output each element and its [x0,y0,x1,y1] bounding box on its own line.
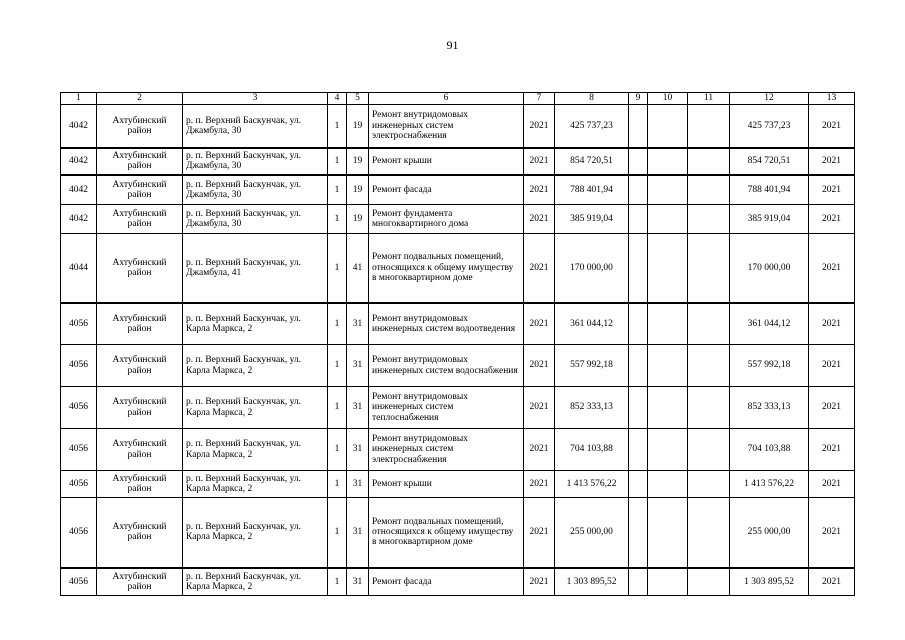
table-row [61,429,855,471]
year-cell: 2021 [524,568,555,596]
col5-cell: 31 [347,387,369,429]
cost-cell: 557 992,18 [555,345,629,387]
table-row [61,148,855,175]
year-cell: 2021 [524,105,555,148]
col9-cell [629,303,648,345]
column-number: 9 [629,93,648,105]
col11-cell [688,175,730,205]
cost-cell: 854 720,51 [555,148,629,175]
address-cell: р. п. Верхний Баскунчак, ул. Джамбула, 30 [183,175,328,205]
year-cell: 2021 [524,234,555,303]
col13-cell: 2021 [809,303,855,345]
table-row [61,387,855,429]
table-row [61,303,855,345]
col10-cell [648,205,688,234]
work-type-cell: Ремонт внутридомовых инженерных систем электроснабжения [369,105,524,148]
district-cell: Ахтубинский район [97,471,183,498]
address-cell: р. п. Верхний Баскунчак, ул. Карла Маркса, 2 [183,387,328,429]
col4-cell: 1 [328,175,347,205]
total-cell: 425 737,23 [730,105,809,148]
cost-cell: 385 919,04 [555,205,629,234]
column-number: 6 [369,93,524,105]
col4-cell: 1 [328,234,347,303]
col10-cell [648,345,688,387]
col11-cell [688,387,730,429]
district-cell: Ахтубинский район [97,345,183,387]
col13-cell: 2021 [809,345,855,387]
col4-cell: 1 [328,568,347,596]
work-type-cell: Ремонт крыши [369,471,524,498]
col13-cell: 2021 [809,234,855,303]
column-number: 3 [183,93,328,105]
col10-cell [648,105,688,148]
object-id-cell: 4042 [61,205,97,234]
col11-cell [688,105,730,148]
address-cell: р. п. Верхний Баскунчак, ул. Джамбула, 30 [183,205,328,234]
total-cell: 385 919,04 [730,205,809,234]
col11-cell [688,429,730,471]
col13-cell: 2021 [809,105,855,148]
cost-cell: 255 000,00 [555,498,629,568]
col9-cell [629,498,648,568]
cost-cell: 361 044,12 [555,303,629,345]
district-cell: Ахтубинский район [97,175,183,205]
address-cell: р. п. Верхний Баскунчак, ул. Карла Маркса, 2 [183,303,328,345]
address-cell: р. п. Верхний Баскунчак, ул. Карла Маркса, 2 [183,345,328,387]
col9-cell [629,205,648,234]
cost-cell: 704 103,88 [555,429,629,471]
column-number: 5 [347,93,369,105]
column-number: 10 [648,93,688,105]
col10-cell [648,498,688,568]
col10-cell [648,387,688,429]
col10-cell [648,568,688,596]
col10-cell [648,148,688,175]
cost-cell: 425 737,23 [555,105,629,148]
year-cell: 2021 [524,148,555,175]
col9-cell [629,175,648,205]
object-id-cell: 4042 [61,148,97,175]
address-cell: р. п. Верхний Баскунчак, ул. Джамбула, 30 [183,148,328,175]
address-cell: р. п. Верхний Баскунчак, ул. Карла Маркса, 2 [183,429,328,471]
col10-cell [648,471,688,498]
column-number-row [61,93,855,105]
col11-cell [688,205,730,234]
district-cell: Ахтубинский район [97,568,183,596]
col13-cell: 2021 [809,429,855,471]
col13-cell: 2021 [809,387,855,429]
year-cell: 2021 [524,498,555,568]
col11-cell [688,471,730,498]
col5-cell: 31 [347,429,369,471]
col4-cell: 1 [328,148,347,175]
year-cell: 2021 [524,387,555,429]
object-id-cell: 4056 [61,387,97,429]
col10-cell [648,175,688,205]
object-id-cell: 4056 [61,471,97,498]
col10-cell [648,234,688,303]
year-cell: 2021 [524,205,555,234]
total-cell: 1 413 576,22 [730,471,809,498]
district-cell: Ахтубинский район [97,498,183,568]
cost-cell: 788 401,94 [555,175,629,205]
col11-cell [688,568,730,596]
col9-cell [629,387,648,429]
col5-cell: 41 [347,234,369,303]
object-id-cell: 4056 [61,498,97,568]
col11-cell [688,303,730,345]
col9-cell [629,234,648,303]
col5-cell: 31 [347,498,369,568]
col9-cell [629,105,648,148]
col10-cell [648,429,688,471]
col9-cell [629,568,648,596]
table-row [61,205,855,234]
address-cell: р. п. Верхний Баскунчак, ул. Карла Маркса, 2 [183,568,328,596]
cost-cell: 1 413 576,22 [555,471,629,498]
year-cell: 2021 [524,345,555,387]
total-cell: 361 044,12 [730,303,809,345]
col9-cell [629,471,648,498]
col5-cell: 19 [347,148,369,175]
column-number: 13 [809,93,855,105]
district-cell: Ахтубинский район [97,303,183,345]
col10-cell [648,303,688,345]
work-type-cell: Ремонт внутридомовых инженерных систем электроснабжения [369,429,524,471]
column-number: 2 [97,93,183,105]
col5-cell: 19 [347,175,369,205]
col4-cell: 1 [328,303,347,345]
column-number: 1 [61,93,97,105]
cost-cell: 1 303 895,52 [555,568,629,596]
district-cell: Ахтубинский район [97,105,183,148]
col11-cell [688,148,730,175]
col5-cell: 31 [347,345,369,387]
address-cell: р. п. Верхний Баскунчак, ул. Джамбула, 41 [183,234,328,303]
address-cell: р. п. Верхний Баскунчак, ул. Карла Маркса, 2 [183,471,328,498]
col4-cell: 1 [328,471,347,498]
year-cell: 2021 [524,429,555,471]
table-row [61,471,855,498]
district-cell: Ахтубинский район [97,234,183,303]
total-cell: 704 103,88 [730,429,809,471]
col13-cell: 2021 [809,568,855,596]
table-row [61,105,855,148]
table-row [61,345,855,387]
column-number: 8 [555,93,629,105]
total-cell: 1 303 895,52 [730,568,809,596]
col4-cell: 1 [328,429,347,471]
table-body [61,105,855,596]
work-type-cell: Ремонт фундамента многоквартирного дома [369,205,524,234]
col5-cell: 19 [347,105,369,148]
object-id-cell: 4056 [61,303,97,345]
table-row [61,175,855,205]
work-type-cell: Ремонт подвальных помещений, относящихся к общему имуществу в многоквартирном доме [369,498,524,568]
total-cell: 788 401,94 [730,175,809,205]
col9-cell [629,148,648,175]
column-number: 11 [688,93,730,105]
col13-cell: 2021 [809,175,855,205]
col11-cell [688,498,730,568]
table-row [61,498,855,568]
year-cell: 2021 [524,175,555,205]
col5-cell: 31 [347,303,369,345]
col5-cell: 31 [347,568,369,596]
col13-cell: 2021 [809,205,855,234]
year-cell: 2021 [524,303,555,345]
total-cell: 255 000,00 [730,498,809,568]
col13-cell: 2021 [809,498,855,568]
col9-cell [629,345,648,387]
col4-cell: 1 [328,205,347,234]
column-number: 12 [730,93,809,105]
object-id-cell: 4042 [61,105,97,148]
year-cell: 2021 [524,471,555,498]
object-id-cell: 4042 [61,175,97,205]
col4-cell: 1 [328,498,347,568]
repair-registry-table [60,92,855,596]
district-cell: Ахтубинский район [97,205,183,234]
address-cell: р. п. Верхний Баскунчак, ул. Карла Маркса, 2 [183,498,328,568]
column-number: 4 [328,93,347,105]
object-id-cell: 4056 [61,345,97,387]
object-id-cell: 4056 [61,429,97,471]
work-type-cell: Ремонт фасада [369,175,524,205]
col9-cell [629,429,648,471]
cost-cell: 170 000,00 [555,234,629,303]
total-cell: 170 000,00 [730,234,809,303]
object-id-cell: 4044 [61,234,97,303]
col5-cell: 19 [347,205,369,234]
col5-cell: 31 [347,471,369,498]
column-number: 7 [524,93,555,105]
table-row [61,568,855,596]
district-cell: Ахтубинский район [97,148,183,175]
work-type-cell: Ремонт внутридомовых инженерных систем водоснабжения [369,345,524,387]
district-cell: Ахтубинский район [97,429,183,471]
work-type-cell: Ремонт крыши [369,148,524,175]
col4-cell: 1 [328,105,347,148]
col11-cell [688,234,730,303]
work-type-cell: Ремонт подвальных помещений, относящихся к общему имуществу в многоквартирном доме [369,234,524,303]
total-cell: 854 720,51 [730,148,809,175]
col4-cell: 1 [328,345,347,387]
work-type-cell: Ремонт фасада [369,568,524,596]
page-number: 91 [446,38,459,52]
cost-cell: 852 333,13 [555,387,629,429]
col11-cell [688,345,730,387]
col4-cell: 1 [328,387,347,429]
address-cell: р. п. Верхний Баскунчак, ул. Джамбула, 30 [183,105,328,148]
object-id-cell: 4056 [61,568,97,596]
total-cell: 557 992,18 [730,345,809,387]
table-row [61,234,855,303]
col13-cell: 2021 [809,148,855,175]
total-cell: 852 333,13 [730,387,809,429]
col13-cell: 2021 [809,471,855,498]
district-cell: Ахтубинский район [97,387,183,429]
work-type-cell: Ремонт внутридомовых инженерных систем теплоснабжения [369,387,524,429]
work-type-cell: Ремонт внутридомовых инженерных систем водоотведения [369,303,524,345]
